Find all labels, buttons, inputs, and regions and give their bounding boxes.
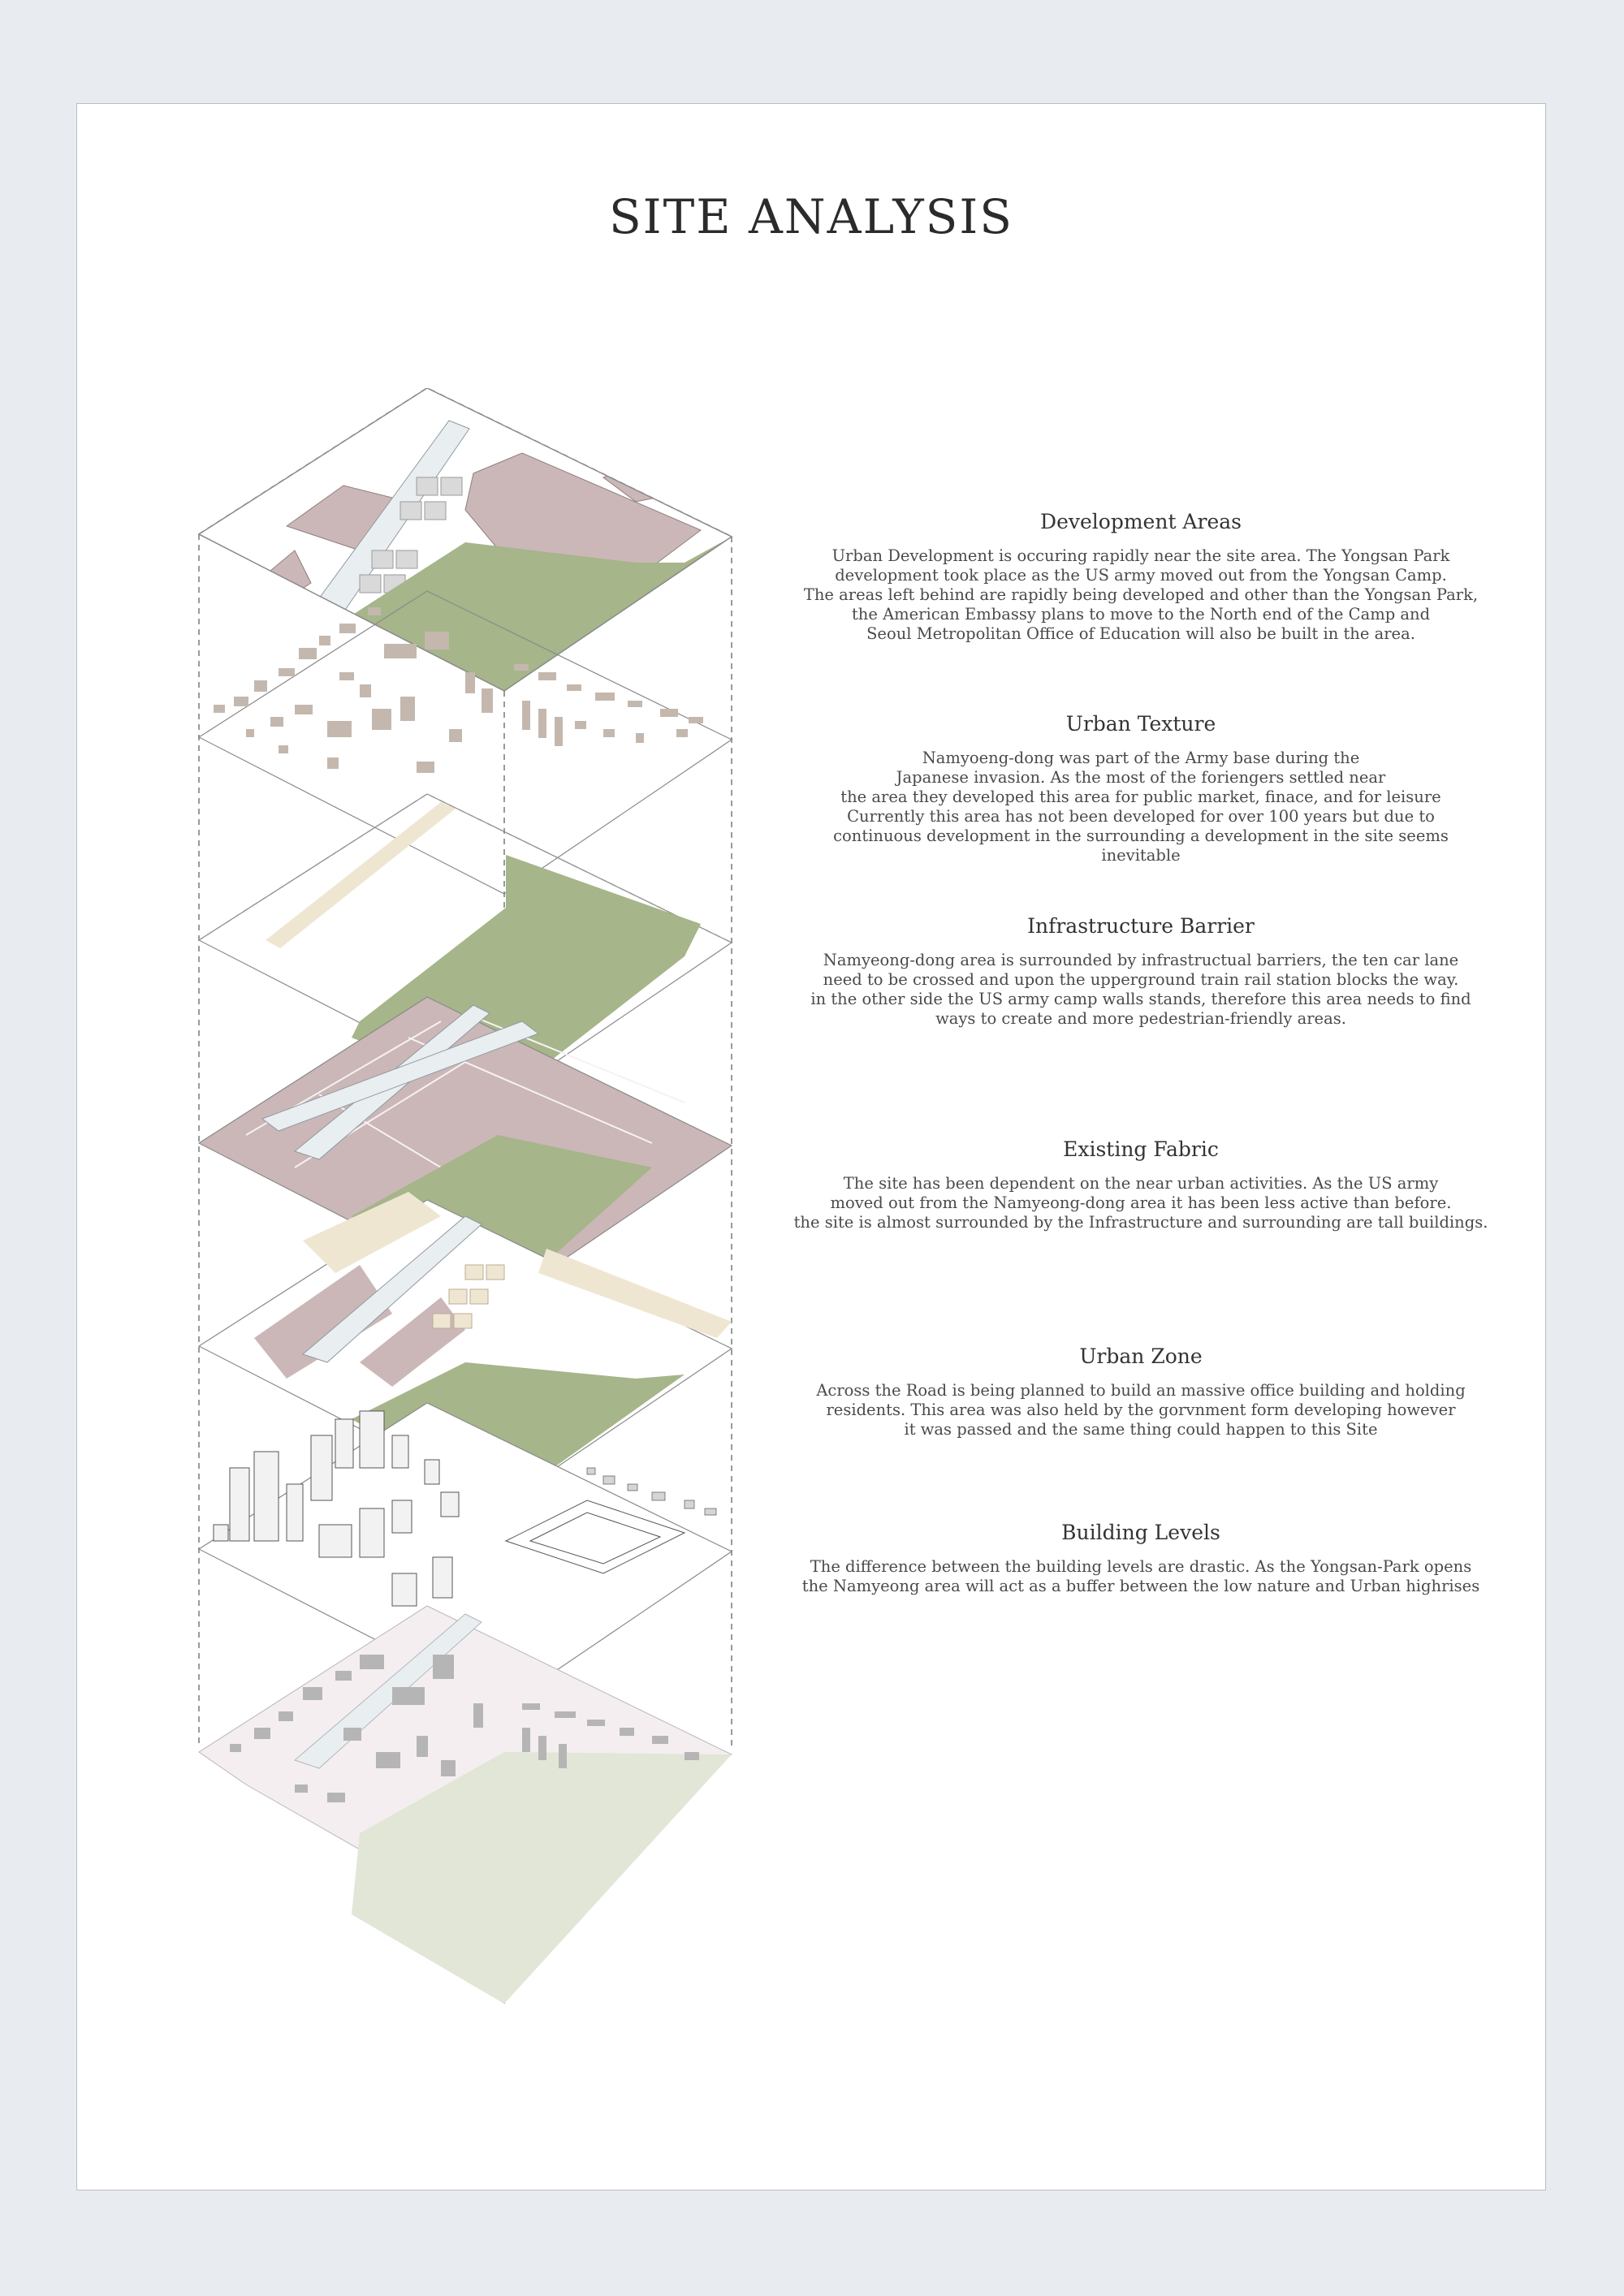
section-heading: Development Areas: [1040, 510, 1242, 533]
section-body: The difference between the building levels are drastic. As the Yongsan-Park opens the Namyeong area will act as a buffer between the low nature and Urban highrises: [801, 1557, 1480, 1595]
section-heading: Urban Texture: [1065, 712, 1216, 736]
development-areas-layer: [199, 388, 732, 691]
section-body: Urban Development is occuring rapidly near the site area. The Yongsan Park development took place as the US army moved out from the Yongsan Camp. The areas left behind are rapidly being developed and other than the Yongsan Park, the American Embassy plans to move to the North end of the Camp and Seoul Metropolitan Office of Education will also be built in the area.: [803, 546, 1479, 643]
section-existing-fabric: [784, 1137, 1498, 1232]
section-urban-zone: [784, 1344, 1498, 1439]
sheet: [76, 103, 1546, 2190]
section-body: Across the Road is being planned to build an massive office building and holding residents. This area was also held by the gorvnment form developing however it was passed and the same thing could happen to this Site: [816, 1381, 1466, 1439]
section-heading: Building Levels: [1061, 1521, 1220, 1544]
exploded-axonometric-diagram: [197, 388, 766, 2004]
section-heading: Existing Fabric: [1063, 1137, 1219, 1161]
section-heading: Infrastructure Barrier: [1027, 914, 1255, 938]
section-development-areas: [784, 510, 1498, 644]
page-title: SITE ANALYSIS: [608, 189, 1014, 244]
section-urban-texture: [784, 712, 1498, 865]
section-building-levels: [784, 1521, 1498, 1596]
section-infrastructure-barrier: [784, 914, 1498, 1029]
section-body: The site has been dependent on the near urban activities. As the US army moved out from the Namyeong-dong area it has been less active than before. the site is almost surrounded by the Infrastructure and surrounding are tall buildings.: [793, 1174, 1488, 1232]
section-body: Namyeong-dong area is surrounded by infrastructual barriers, the ten car lane need to be crossed and upon the upperground train rail station blocks the way. in the other side the US army camp walls stands, therefore this area needs to find ways to create and more pedestrian-friendly areas.: [810, 951, 1471, 1028]
base-map-layer: [199, 1606, 732, 2004]
section-body: Namyoeng-dong was part of the Army base during the Japanese invasion. As the most of the foriengers settled near the area they developed this area for public market, finace, and for leisure Currently this area has not been developed for over 100 years but due to continuous development in the surrounding a development in the site seems inevitable: [833, 749, 1449, 865]
section-heading: Urban Zone: [1079, 1344, 1203, 1368]
